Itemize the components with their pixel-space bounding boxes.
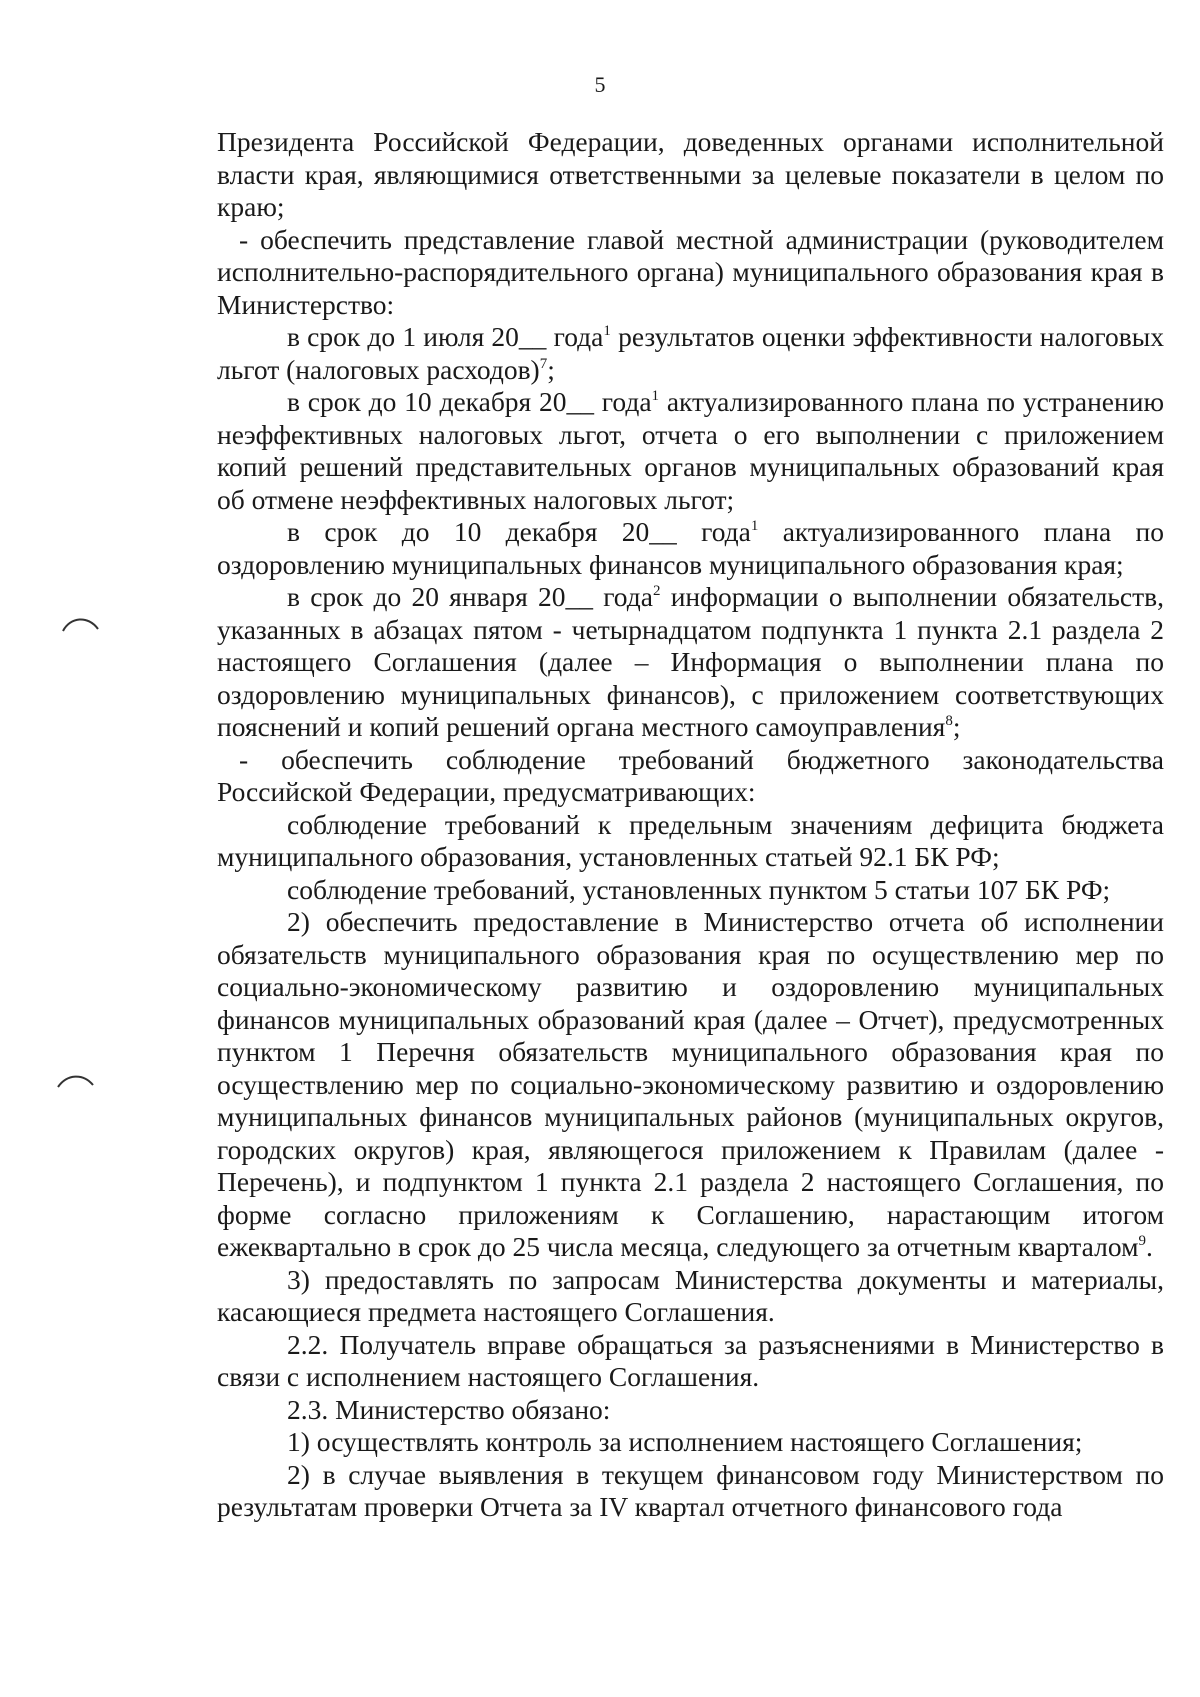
paragraph-12-text: 2.2. Получатель вправе обращаться за разъяснениями в Министерство в связи с исполнением настоящего Соглашения. [217, 1328, 1164, 1392]
paragraph-4 [217, 386, 1164, 516]
paragraph-2-text: - обеспечить представление главой местной администрации (руководителем исполнительно-распорядительного органа) муниципального образования края в Министерство: [217, 223, 1164, 320]
paragraph-7-text: - обеспечить соблюдение требований бюджетного законодательства Российской Федерации, предусматривающих: [217, 743, 1164, 807]
footnote-ref: 7 [539, 355, 548, 372]
paragraph-9-text: соблюдение требований, установленных пунктом 5 статьи 107 БК РФ; [287, 873, 1111, 905]
paragraph-10 [217, 906, 1164, 1264]
paragraph-13-text: 2.3. Министерство обязано: [287, 1393, 611, 1425]
paragraph-3 [217, 321, 1164, 386]
page-number: 5 [594, 72, 606, 97]
punctuation: ; [547, 353, 555, 385]
paragraph-7 [217, 744, 1164, 809]
punctuation: ; [952, 711, 961, 742]
paragraph-5 [217, 516, 1164, 581]
punctuation: . [1145, 1231, 1153, 1262]
footnote-ref: 1 [651, 388, 660, 404]
footnote-ref: 9 [1138, 1233, 1146, 1249]
footnote-ref: 1 [603, 323, 611, 339]
paragraph-1 [217, 126, 1164, 224]
paragraph-8 [217, 809, 1164, 874]
margin-arc-mark [60, 613, 102, 635]
margin-arc-mark [55, 1070, 97, 1092]
paragraph-3-tail: результатов оценки эффективности налоговых льгот (налоговых расходов) [217, 321, 1164, 385]
paragraph-2 [217, 224, 1164, 322]
paragraph-3-text: в срок до 1 июля 20__ года [287, 321, 604, 352]
paragraph-11 [217, 1264, 1164, 1329]
footnote-ref: 1 [750, 518, 759, 534]
paragraph-15-text: 2) в случае выявления в текущем финансовом году Министерством по результатам проверки Отчета за IV квартал отчетного финансового года [217, 1458, 1164, 1522]
paragraph-8-text: соблюдение требований к предельным значениям дефицита бюджета муниципального образования, установленных статьей 92.1 БК РФ; [217, 808, 1164, 872]
document-body [217, 126, 1164, 1524]
paragraph-5-tail: актуализированного плана по оздоровлению муниципальных финансов муниципального образования края; [217, 516, 1165, 580]
paragraph-14 [217, 1426, 1164, 1459]
footnote-ref: 2 [652, 583, 661, 599]
paragraph-5-text: в срок до 10 декабря 20__ года [287, 516, 751, 547]
paragraph-15 [217, 1459, 1164, 1524]
paragraph-4-tail: актуализированного плана по устранению неэффективных налоговых льгот, отчета о его выполнении с приложением копий решений представительных органов муниципальных образований края об отмене неэффективных налоговых льгот; [217, 386, 1164, 515]
paragraph-11-text: 3) предоставлять по запросам Министерства документы и материалы, касающиеся предмета настоящего Соглашения. [217, 1263, 1164, 1327]
paragraph-1-text: Президента Российской Федерации, доведенных органами исполнительной власти края, являющимися ответственными за целевые показатели в целом по краю; [217, 126, 1164, 222]
paragraph-6-tail: информации о выполнении обязательств, указанных в абзацах пятом - четырнадцатом подпункта 1 пункта 2.1 раздела 2 настоящего Соглашения (далее – Информация о выполнении плана по оздоровлению муниципальных финансов), с приложением соответствующих пояснений и копий решений органа местного самоуправления [217, 581, 1165, 742]
paragraph-12 [217, 1329, 1164, 1394]
paragraph-6 [217, 581, 1164, 744]
paragraph-13 [217, 1394, 1164, 1427]
paragraph-14-text: 1) осуществлять контроль за исполнением настоящего Соглашения; [287, 1426, 1083, 1457]
paragraph-9 [217, 874, 1164, 907]
paragraph-10-text: 2) обеспечить предоставление в Министерство отчета об исполнении обязательств муниципального образования края по осуществлению мер по социально-экономическому развитию и оздоровлению муниципальных финансов муниципальных образований края (далее – Отчет), предусмотренных пунктом 1 Перечня обязательств муниципального образования края по осуществлению мер по социально-экономическому развитию и оздоровлению муниципальных финансов муниципальных районов (муниципальных округов, городских округов) края, являющегося приложением к Правилам (далее - Перечень), и подпунктом 1 пункта 2.1 раздела 2 настоящего Соглашения, по форме согласно приложениям к Соглашению, нарастающим итогом ежеквартально в срок до 25 числа месяца, следующего за отчетным кварталом [217, 906, 1164, 1262]
paragraph-4-text: в срок до 10 декабря 20__ года [287, 386, 652, 417]
paragraph-6-text: в срок до 20 января 20__ года [287, 581, 653, 612]
footnote-ref: 8 [945, 713, 953, 729]
